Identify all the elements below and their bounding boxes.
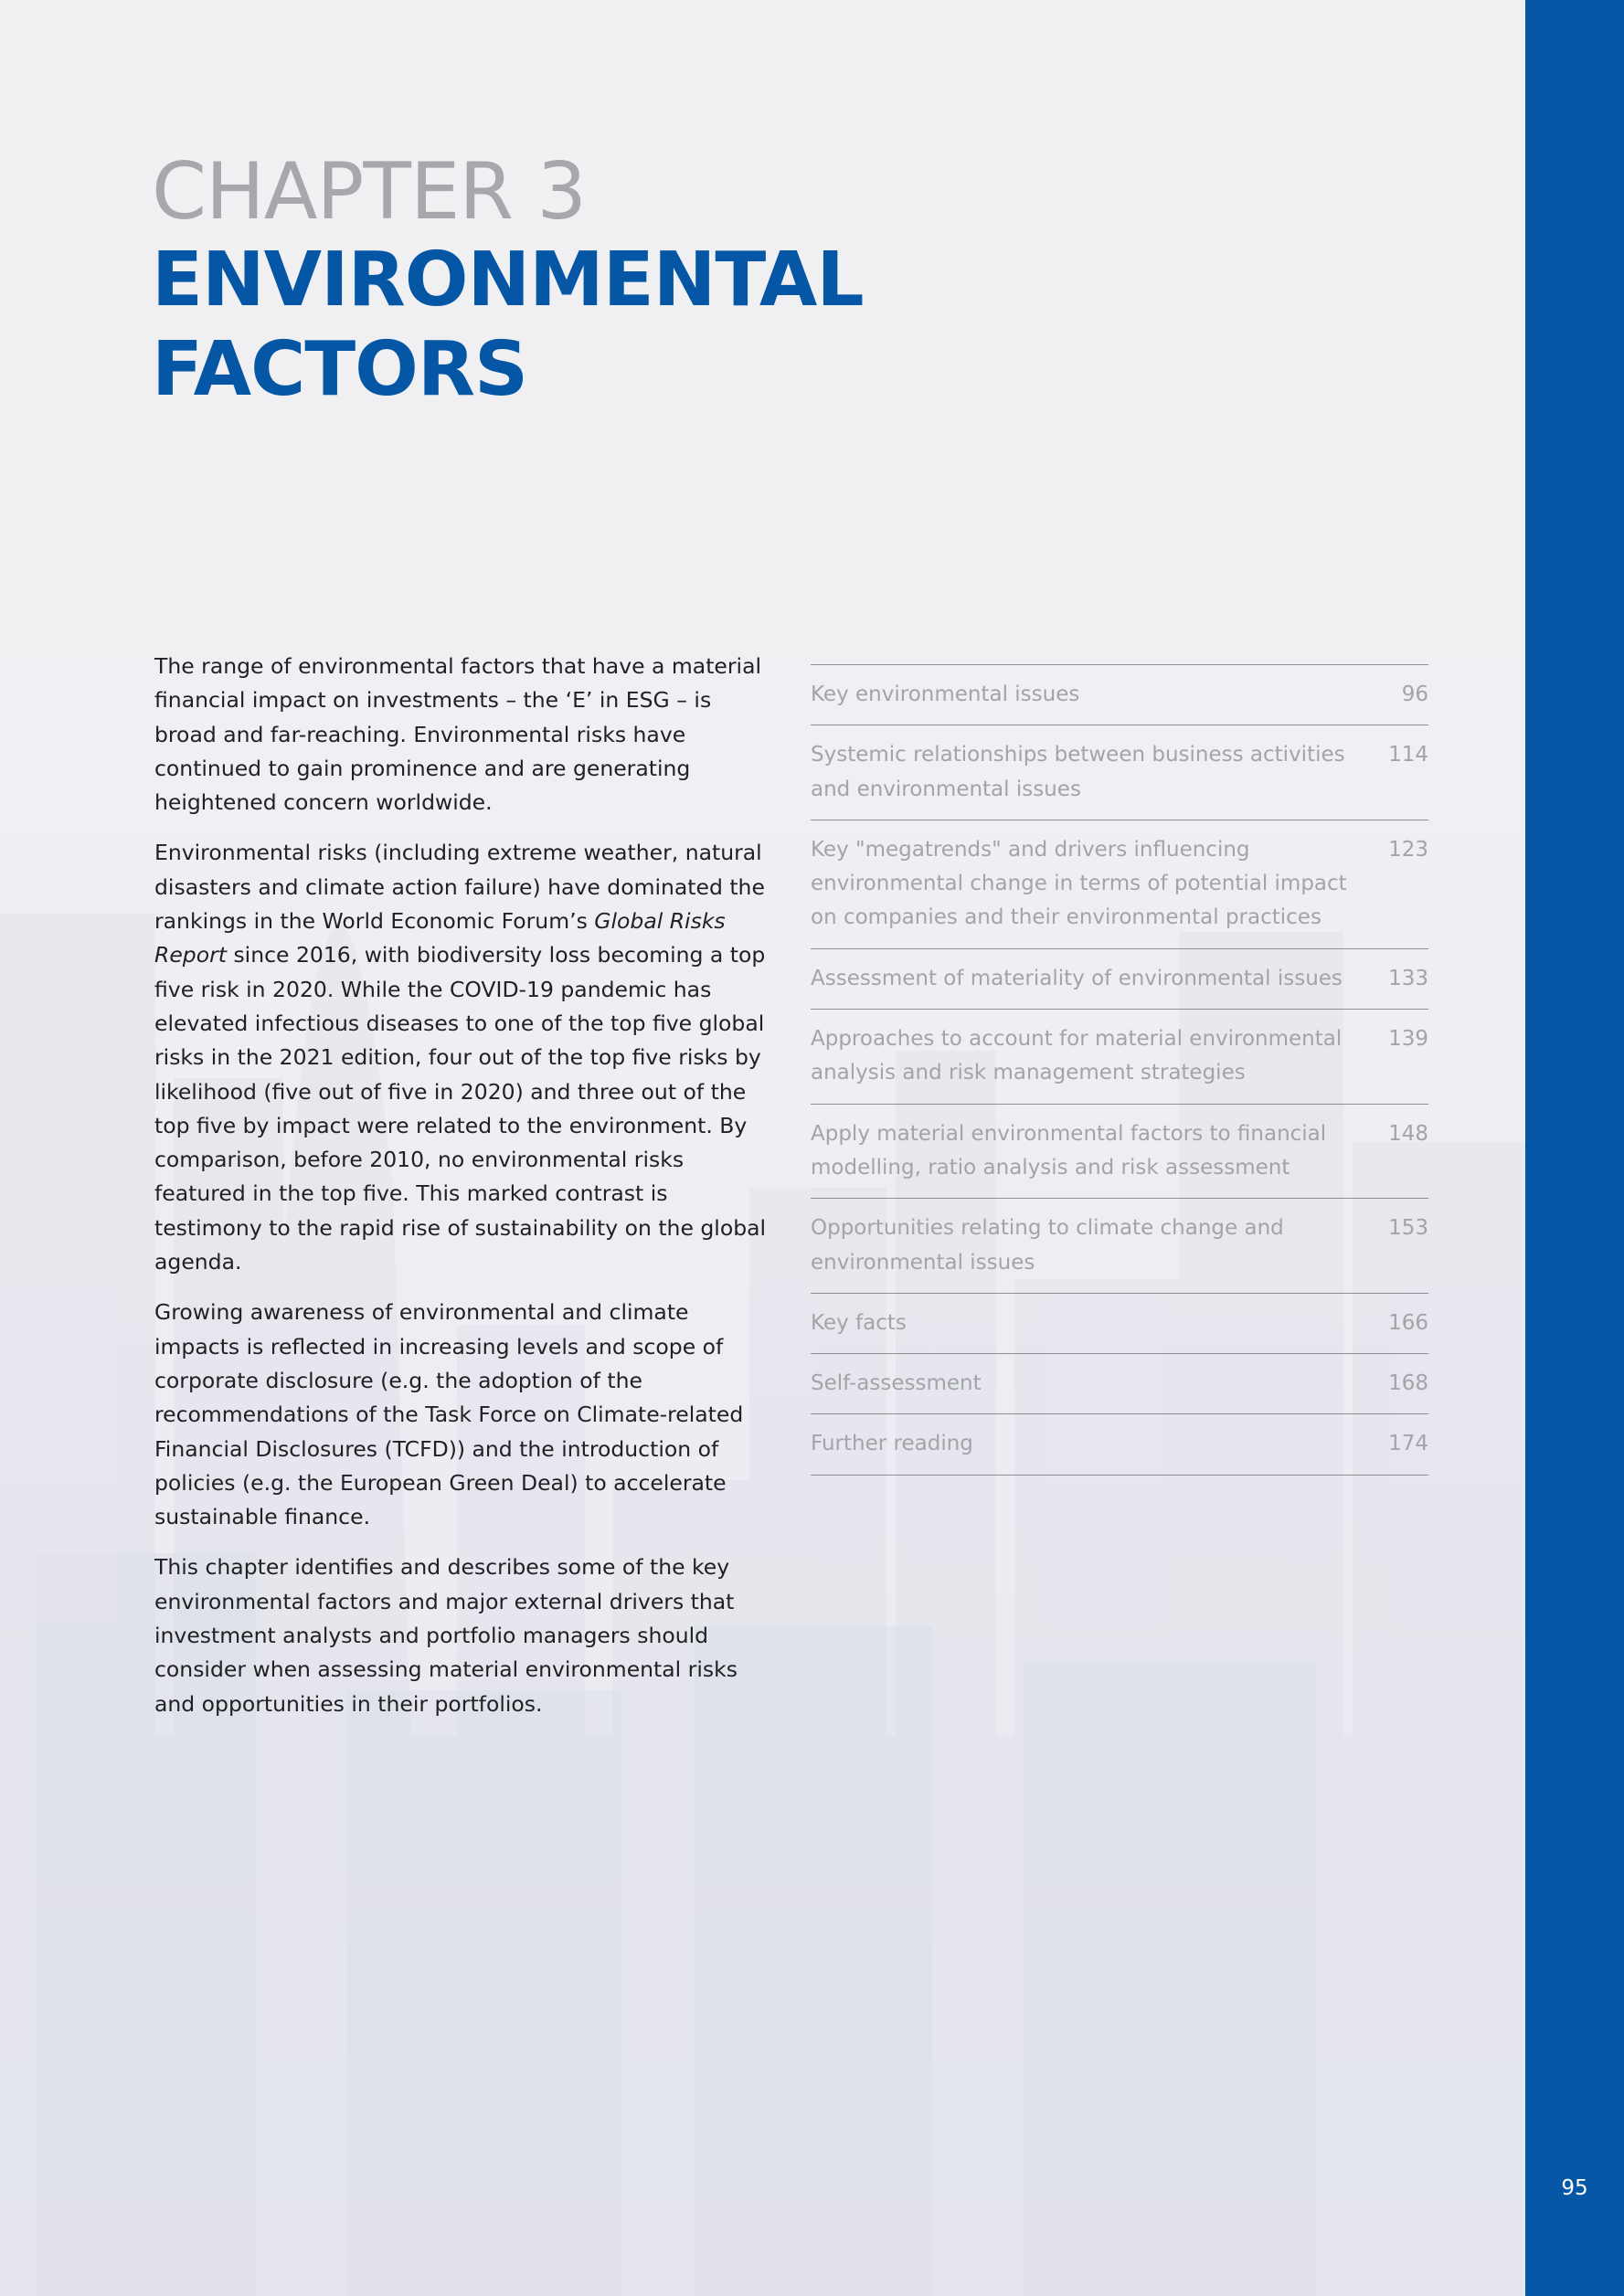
toc-entry-page: 168 xyxy=(1388,1371,1428,1396)
toc-entry[interactable] xyxy=(811,820,1428,949)
intro-paragraph: This chapter identifies and describes some of the key environmental factors and major external drivers that investment analysts and portfolio managers should consider when assessing material environmental risks and opportunities in their portfolios. xyxy=(154,1554,738,1717)
toc-entry-page: 133 xyxy=(1388,966,1428,990)
intro-paragraph: The range of environmental factors that have a material financial impact on investments – the ‘E’ in ESG – is broad and far-reaching. Environmental risks have continued to gain prominence and are generating heightened concern worldwide. xyxy=(154,653,762,816)
toc-entry-title: Self-assessment xyxy=(811,1371,982,1396)
toc-entry[interactable] xyxy=(811,1294,1428,1354)
side-color-bar xyxy=(1525,0,1624,2296)
toc-entry-title: Opportunities relating to climate change and environmental issues xyxy=(811,1216,1284,1275)
paragraph-segment: since 2016, with biodiversity loss becoming a top five risk in 2020. While the COVID-19 pandemic has elevated infectious diseases to one of the top five global risks in the 2021 edition, four out of the top five risks by likelihood (five out of five in 2020) and three out of the top five by impact were related to the environment. By comparison, before 2010, no environmental risks featured in the top five. This marked contrast is testimony to the rapid rise of sustainability on the global agenda. xyxy=(154,942,767,1275)
toc-entry-page: 96 xyxy=(1401,682,1428,706)
toc-entry-title: Assessment of materiality of environmental issues xyxy=(811,966,1343,990)
toc-entry-title: Systemic relationships between business activities and environmental issues xyxy=(811,743,1345,801)
toc-entry[interactable] xyxy=(811,1414,1428,1475)
toc-entry[interactable] xyxy=(811,1354,1428,1414)
toc-entry-page: 153 xyxy=(1388,1216,1428,1241)
toc-entry-title: Key environmental issues xyxy=(811,682,1080,706)
intro-paragraph: Growing awareness of environmental and climate impacts is reflected in increasing levels and scope of corporate disclosure (e.g. the adoption of the recommendations of the Task Force on Climate-related Financial Disclosures (TCFD)) and the introduction of policies (e.g. the European Green Deal) to accelerate sustainable finance. xyxy=(154,1299,744,1530)
toc-entry-page: 174 xyxy=(1388,1432,1428,1456)
toc-entry-title: Key "megatrends" and drivers influencing environmental change in terms of potential impact on companies and their environmental practices xyxy=(811,837,1347,930)
chapter-contents-list xyxy=(811,664,1428,1476)
toc-entry-title: Further reading xyxy=(811,1432,973,1456)
toc-entry-page: 148 xyxy=(1388,1121,1428,1146)
chapter-intro-text xyxy=(154,650,776,1738)
toc-entry[interactable] xyxy=(811,1199,1428,1294)
toc-entry[interactable] xyxy=(811,1105,1428,1200)
chapter-title-text: ENVIRONMENTAL FACTORS xyxy=(152,237,864,413)
toc-entry-page: 123 xyxy=(1388,837,1428,862)
chapter-title xyxy=(152,236,883,415)
toc-entry-title: Apply material environmental factors to financial modelling, ratio analysis and risk assessment xyxy=(811,1121,1327,1180)
toc-entry[interactable] xyxy=(811,949,1428,1010)
toc-entry-title: Key facts xyxy=(811,1310,907,1335)
toc-entry[interactable] xyxy=(811,1010,1428,1105)
report-title-italic: Global Risks Report xyxy=(154,908,726,968)
toc-entry-page: 166 xyxy=(1388,1310,1428,1335)
page-number: 95 xyxy=(1561,2176,1588,2200)
intro-paragraph xyxy=(154,836,776,1279)
toc-entry-title: Approaches to account for material environmental analysis and risk management strategies xyxy=(811,1027,1343,1085)
toc-entry-page: 139 xyxy=(1388,1027,1428,1052)
toc-entry-page: 114 xyxy=(1388,743,1428,767)
toc-entry[interactable] xyxy=(811,725,1428,820)
toc-entry[interactable] xyxy=(811,665,1428,725)
paragraph-segment: Environmental risks (including extreme weather, natural disasters and climate action failure) have dominated the rankings in the World Economic Forum’s xyxy=(154,840,765,935)
chapter-label: CHAPTER 3 xyxy=(152,146,587,238)
